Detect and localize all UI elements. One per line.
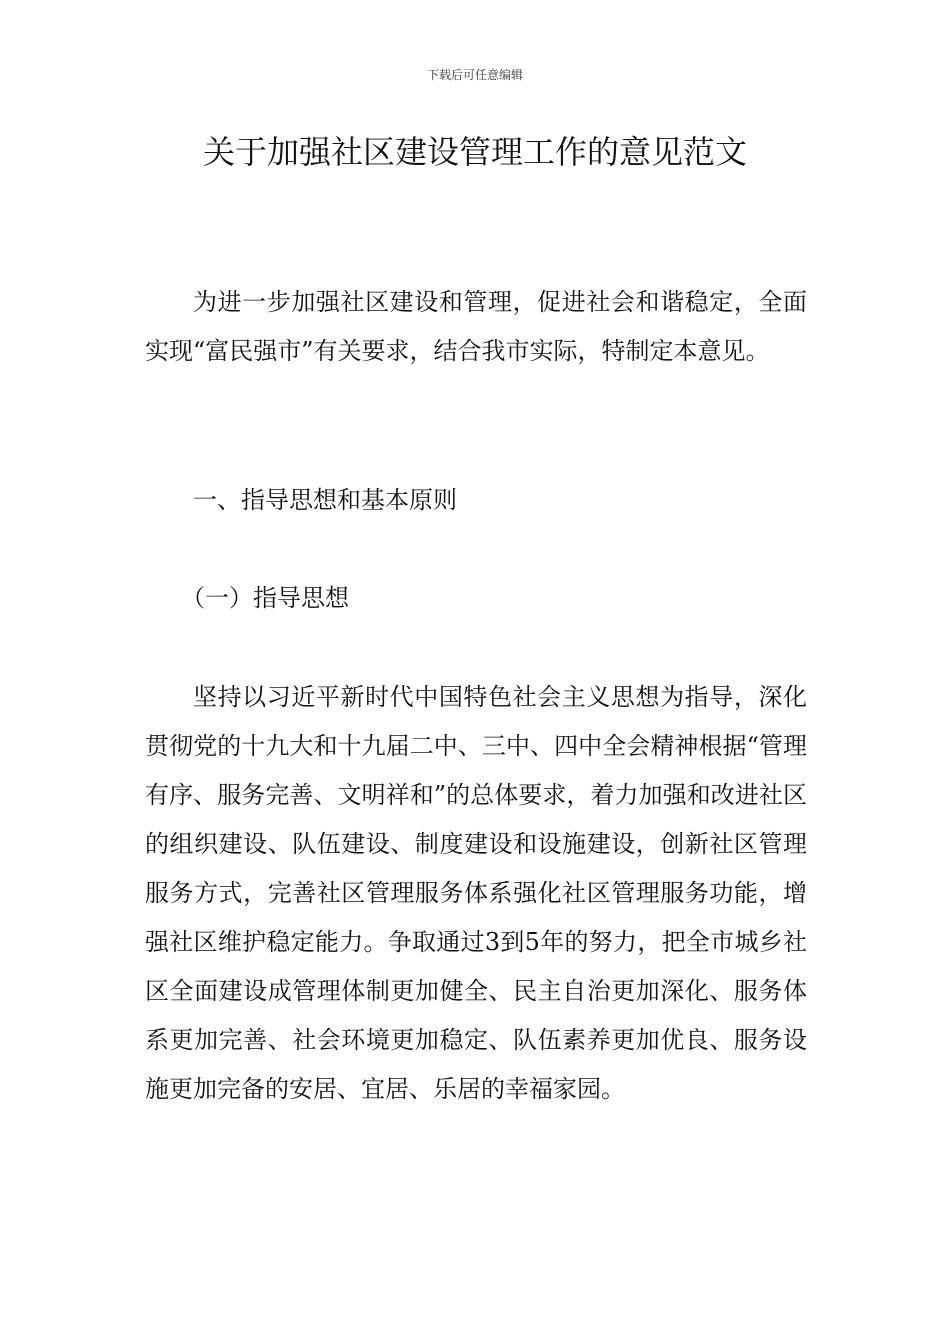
- intro-section: [145, 278, 807, 376]
- section-heading-block: [145, 476, 807, 525]
- subsection-heading: （一）指导思想: [181, 584, 349, 612]
- header-note: 下载后可任意编辑: [426, 68, 523, 82]
- guiding-section: [145, 673, 807, 1114]
- guiding-paragraph: 坚持以习近平新时代中国特色社会主义思想为指导，深化贯彻党的十九大和十九届二中、三中、四中全会精神根据“管理有序、服务完善、文明祥和”的总体要求，着力加强和改进社区的组织建设、队伍建设、制度建设和设施建设，创新社区管理服务方式，完善社区管理服务体系强化社区管理服务功能，增强社区维护稳定能力。争取通过3到5年的努力，把全市城乡社区全面建设成管理体制更加健全、民主自治更加深化、服务体系更加完善、社会环境更加稳定、队伍素养更加优良、服务设施更加完备的安居、宜居、乐居的幸福家园。: [145, 683, 807, 1103]
- document-title: 关于加强社区建设管理工作的意见范文: [202, 133, 747, 171]
- subsection-heading-block: [145, 574, 807, 623]
- section-heading: 一、指导思想和基本原则: [193, 486, 457, 514]
- intro-paragraph: 为进一步加强社区建设和管理，促进社会和谐稳定，全面实现“富民强市”有关要求，结合我市实际，特制定本意见。: [145, 288, 807, 365]
